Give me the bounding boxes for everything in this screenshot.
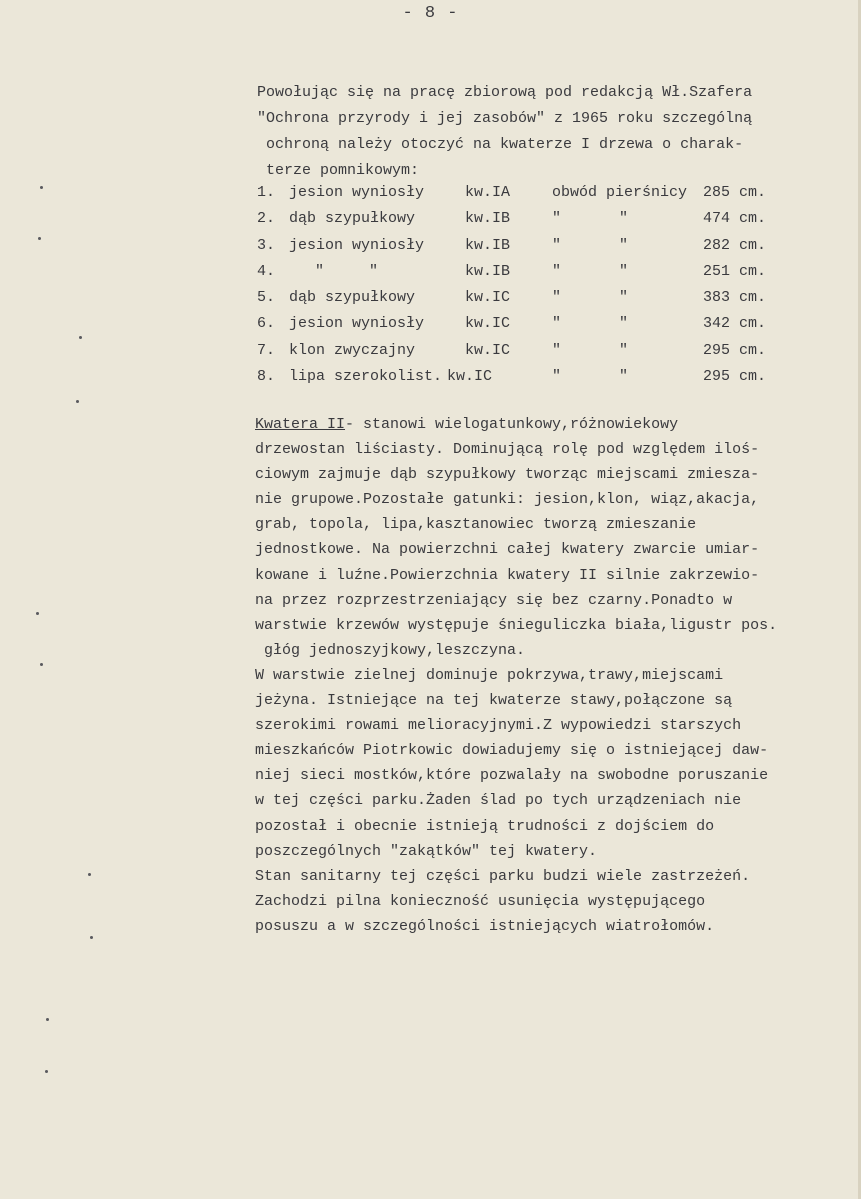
- body-line: jednostkowe. Na powierzchni całej kwatery zwarcie umiar-: [255, 541, 760, 559]
- margin-mark: [79, 336, 82, 339]
- tree-circumference: 342 cm.: [703, 315, 767, 333]
- tree-species: jesion wyniosły: [289, 315, 425, 333]
- tree-species: jesion wyniosły: [289, 236, 425, 254]
- ditto-mark: ": [619, 289, 629, 307]
- tree-quarter: kw.IB: [465, 236, 511, 254]
- body-line: szerokimi rowami melioracyjnymi.Z wypowiedzi starszych: [255, 717, 742, 735]
- tree-circumference: 295 cm.: [703, 368, 767, 386]
- tree-measure-type: pierśnicy: [606, 184, 688, 201]
- ditto-mark: ": [619, 210, 629, 228]
- intro-line: terze pomnikowym:: [257, 162, 420, 179]
- tree-circumference: 295 cm.: [703, 341, 767, 359]
- intro-line: Powołując się na pracę zbiorową pod redakcją Wł.Szafera: [257, 84, 753, 101]
- body-line: drzewostan liściasty. Dominującą rolę pod względem iloś-: [255, 441, 760, 459]
- body-line: mieszkańców Piotrkowic dowiadujemy się o istniejącej daw-: [255, 742, 769, 760]
- body-line: niej sieci mostków,które pozwalały na swobodne poruszanie: [255, 767, 769, 785]
- section-quarter-two: [255, 412, 855, 939]
- section-first-line-text: - stanowi wielogatunkowy,różnowiekowy: [345, 416, 679, 433]
- ditto-mark: ": [619, 341, 629, 359]
- ditto-mark: ": [552, 262, 562, 280]
- body-line: jeżyna. Istniejące na tej kwaterze stawy,połączone są: [255, 692, 733, 710]
- tree-number: 6.: [257, 315, 276, 333]
- tree-quarter: kw.IC: [465, 341, 511, 359]
- tree-quarter: kw.IB: [465, 210, 511, 228]
- tree-species: dąb szypułkowy: [289, 210, 416, 228]
- tree-number: 1.: [257, 184, 276, 201]
- tree-measure-label: obwód: [552, 184, 598, 201]
- page-number: - 8 -: [402, 4, 459, 23]
- margin-mark: [46, 1018, 49, 1021]
- tree-number: 8.: [257, 368, 276, 386]
- margin-mark: [90, 936, 93, 939]
- tree-number: 5.: [257, 289, 276, 307]
- body-line: posuszu a w szczególności istniejących wiatrołomów.: [255, 917, 715, 935]
- tree-circumference: 474 cm.: [703, 210, 767, 228]
- tree-number: 7.: [257, 341, 276, 359]
- ditto-mark: ": [619, 236, 629, 254]
- body-line: głóg jednoszyjkowy,leszczyna.: [255, 641, 526, 659]
- ditto-mark: ": [552, 341, 562, 359]
- tree-species: lipa szerokolist.: [289, 368, 443, 386]
- margin-mark: [40, 186, 43, 189]
- ditto-mark: ": [552, 315, 562, 333]
- tree-number: 3.: [257, 236, 276, 254]
- tree-species: dąb szypułkowy: [289, 289, 416, 307]
- ditto-mark: ": [619, 262, 629, 280]
- ditto-mark: ": [552, 368, 562, 386]
- tree-species: klon zwyczajny: [289, 341, 416, 359]
- body-line: Stan sanitarny tej części parku budzi wiele zastrzeżeń.: [255, 867, 751, 885]
- body-line: w tej części parku.Żaden ślad po tych urządzeniach nie: [255, 792, 742, 810]
- tree-quarter: kw.IA: [465, 184, 511, 201]
- body-line: nie grupowe.Pozostałe gatunki: jesion,klon, wiąz,akacja,: [255, 491, 760, 509]
- margin-mark: [45, 1070, 48, 1073]
- ditto-mark: ": [552, 210, 562, 228]
- margin-mark: [36, 612, 39, 615]
- body-line: W warstwie zielnej dominuje pokrzywa,trawy,miejscami: [255, 666, 724, 684]
- tree-circumference: 282 cm.: [703, 236, 767, 254]
- ditto-mark: ": [619, 315, 629, 333]
- section-heading: Kwatera II: [255, 416, 346, 433]
- tree-circumference: 251 cm.: [703, 262, 767, 280]
- body-line: na przez rozprzestrzeniający się bez czarny.Ponadto w: [255, 591, 733, 609]
- body-line: ciowym zajmuje dąb szypułkowy tworząc miejscami zmiesza-: [255, 466, 760, 484]
- ditto-mark: ": [619, 368, 629, 386]
- intro-line: ochroną należy otoczyć na kwaterze I drzewa o charak-: [257, 136, 744, 153]
- tree-number: 2.: [257, 210, 276, 228]
- tree-species: " ": [315, 262, 379, 280]
- section-first-line: [255, 412, 855, 437]
- margin-mark: [88, 873, 91, 876]
- body-line: grab, topola, lipa,kasztanowiec tworzą zmieszanie: [255, 516, 697, 534]
- tree-quarter: kw.IC: [465, 289, 511, 307]
- ditto-mark: ": [552, 236, 562, 254]
- margin-mark: [40, 663, 43, 666]
- tree-quarter: kw.IC: [447, 368, 493, 386]
- tree-number: 4.: [257, 262, 276, 280]
- margin-mark: [76, 400, 79, 403]
- tree-circumference: 285 cm.: [703, 184, 767, 201]
- body-line: Zachodzi pilna konieczność usunięcia występującego: [255, 892, 706, 910]
- body-line: pozostał i obecnie istnieją trudności z dojściem do: [255, 817, 715, 835]
- body-line: warstwie krzewów występuje śnieguliczka biała,ligustr pos.: [255, 616, 778, 634]
- tree-quarter: kw.IB: [465, 262, 511, 280]
- tree-circumference: 383 cm.: [703, 289, 767, 307]
- tree-species: jesion wyniosły: [289, 184, 425, 201]
- body-line: kowane i luźne.Powierzchnia kwatery II silnie zakrzewio-: [255, 566, 760, 584]
- tree-quarter: kw.IC: [465, 315, 511, 333]
- intro-line: "Ochrona przyrody i jej zasobów" z 1965 roku szczególną: [257, 110, 753, 127]
- ditto-mark: ": [552, 289, 562, 307]
- intro-paragraph: [257, 80, 842, 184]
- margin-mark: [38, 237, 41, 240]
- body-line: poszczególnych "zakątków" tej kwatery.: [255, 842, 598, 860]
